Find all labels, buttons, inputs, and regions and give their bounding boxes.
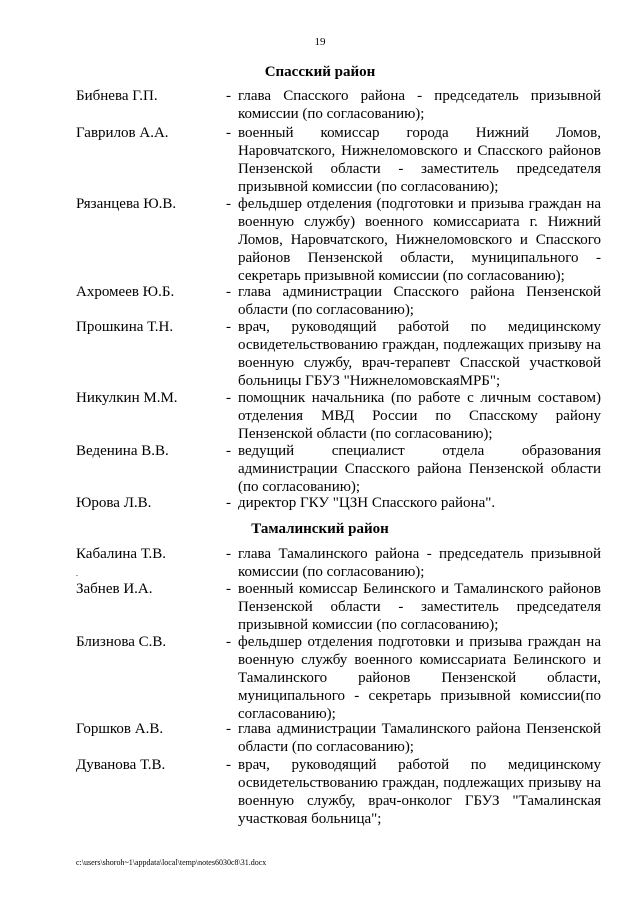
member-role: директор ГКУ "ЦЗН Спасского района".: [238, 495, 496, 511]
list-item: [76, 633, 601, 723]
list-item: [76, 124, 601, 196]
dash: -: [226, 88, 231, 104]
member-role: фельдшер отделения подготовки и призыва граждан на военную службу военного комиссариата Белинского и Тамалинского районов Пензенской области, муниципального - секретарь призывной комиссии(по согласованию);: [238, 634, 601, 722]
dash: -: [226, 390, 231, 406]
list-item: [76, 494, 601, 512]
dash: -: [226, 495, 231, 511]
member-role: глава администрации Тамалинского района Пензенской области (по согласованию);: [238, 721, 601, 755]
list-item: [76, 195, 601, 285]
list-item: [76, 756, 601, 828]
list-item: [76, 283, 601, 319]
member-name: Ахромеев Ю.Б.: [76, 284, 175, 300]
list-item: [76, 442, 601, 496]
member-role: помощник начальника (по работе с личным составом) отделения МВД России по Спасскому району Пензенской области (по согласованию);: [238, 390, 601, 442]
member-role: военный комиссар города Нижний Ломов, Наровчатского, Нижнеломовского и Спасского районов Пензенской области - заместитель председателя призывной комиссии (по согласованию);: [238, 125, 601, 195]
stray-mark: .: [76, 569, 78, 578]
member-name: Прошкина Т.Н.: [76, 319, 174, 335]
dash: -: [226, 721, 231, 737]
member-name: Горшков А.В.: [76, 721, 164, 737]
list-item: [76, 87, 601, 123]
member-name: Бибнева Г.П.: [76, 88, 158, 104]
member-name: Гаврилов А.А.: [76, 125, 169, 141]
member-name: Близнова С.В.: [76, 634, 167, 650]
member-role: врач, руководящий работой по медицинскому освидетельствованию граждан, подлежащих призыву на военную службу, врач-онколог ГБУЗ "Тамалинская участковая больница";: [238, 757, 601, 827]
footer-file-path: c:\users\shoroh~1\appdata\local\temp\notes6030c8\31.docx: [76, 858, 267, 867]
member-name: Рязанцева Ю.В.: [76, 196, 177, 212]
member-role: глава администрации Спасского района Пензенской области (по согласованию);: [238, 284, 601, 318]
dash: -: [226, 284, 231, 300]
member-role: глава Тамалинского района - председатель призывной комиссии (по согласованию);: [238, 546, 601, 580]
list-item: [76, 720, 601, 756]
member-name: Веденина В.В.: [76, 443, 169, 459]
member-name: Кабалина Т.В.: [76, 546, 166, 562]
member-role: военный комиссар Белинского и Тамалинского районов Пензенской области - заместитель председателя призывной комиссии (по согласованию);: [238, 581, 601, 633]
dash: -: [226, 443, 231, 459]
list-item: [76, 318, 601, 390]
list-item: [76, 580, 601, 634]
dash: -: [226, 581, 231, 597]
member-name: Дуванова Т.В.: [76, 757, 166, 773]
dash: -: [226, 757, 231, 773]
member-name: Никулкин М.М.: [76, 390, 178, 406]
list-item: [76, 389, 601, 443]
member-role: глава Спасского района - председатель призывной комиссии (по согласованию);: [238, 88, 601, 122]
dash: -: [226, 634, 231, 650]
dash: -: [226, 546, 231, 562]
member-role: врач, руководящий работой по медицинскому освидетельствованию граждан, подлежащих призыву на военную службу, врач-терапевт Спасской участковой больницы ГБУЗ "НижнеломовскаяМРБ";: [238, 319, 601, 389]
dash: -: [226, 319, 231, 335]
page-number: 19: [314, 36, 326, 48]
section-title-spassky: Спасский район: [264, 64, 376, 80]
member-name: Забнев И.А.: [76, 581, 153, 597]
dash: -: [226, 125, 231, 141]
dash: -: [226, 196, 231, 212]
list-item: [76, 545, 601, 581]
section-title-tamalinsky: Тамалинский район: [251, 521, 389, 537]
member-role: фельдшер отделения (подготовки и призыва граждан на военную службу) военного комиссариата г. Нижний Ломов, Наровчатского, Нижнеломовского и Спасского районов Пензенской области, муниципального - секретарь призывной комиссии (по согласованию);: [238, 196, 601, 284]
member-role: ведущий специалист отдела образования администрации Спасского района Пензенской области (по согласованию);: [238, 443, 601, 495]
member-name: Юрова Л.В.: [76, 495, 152, 511]
